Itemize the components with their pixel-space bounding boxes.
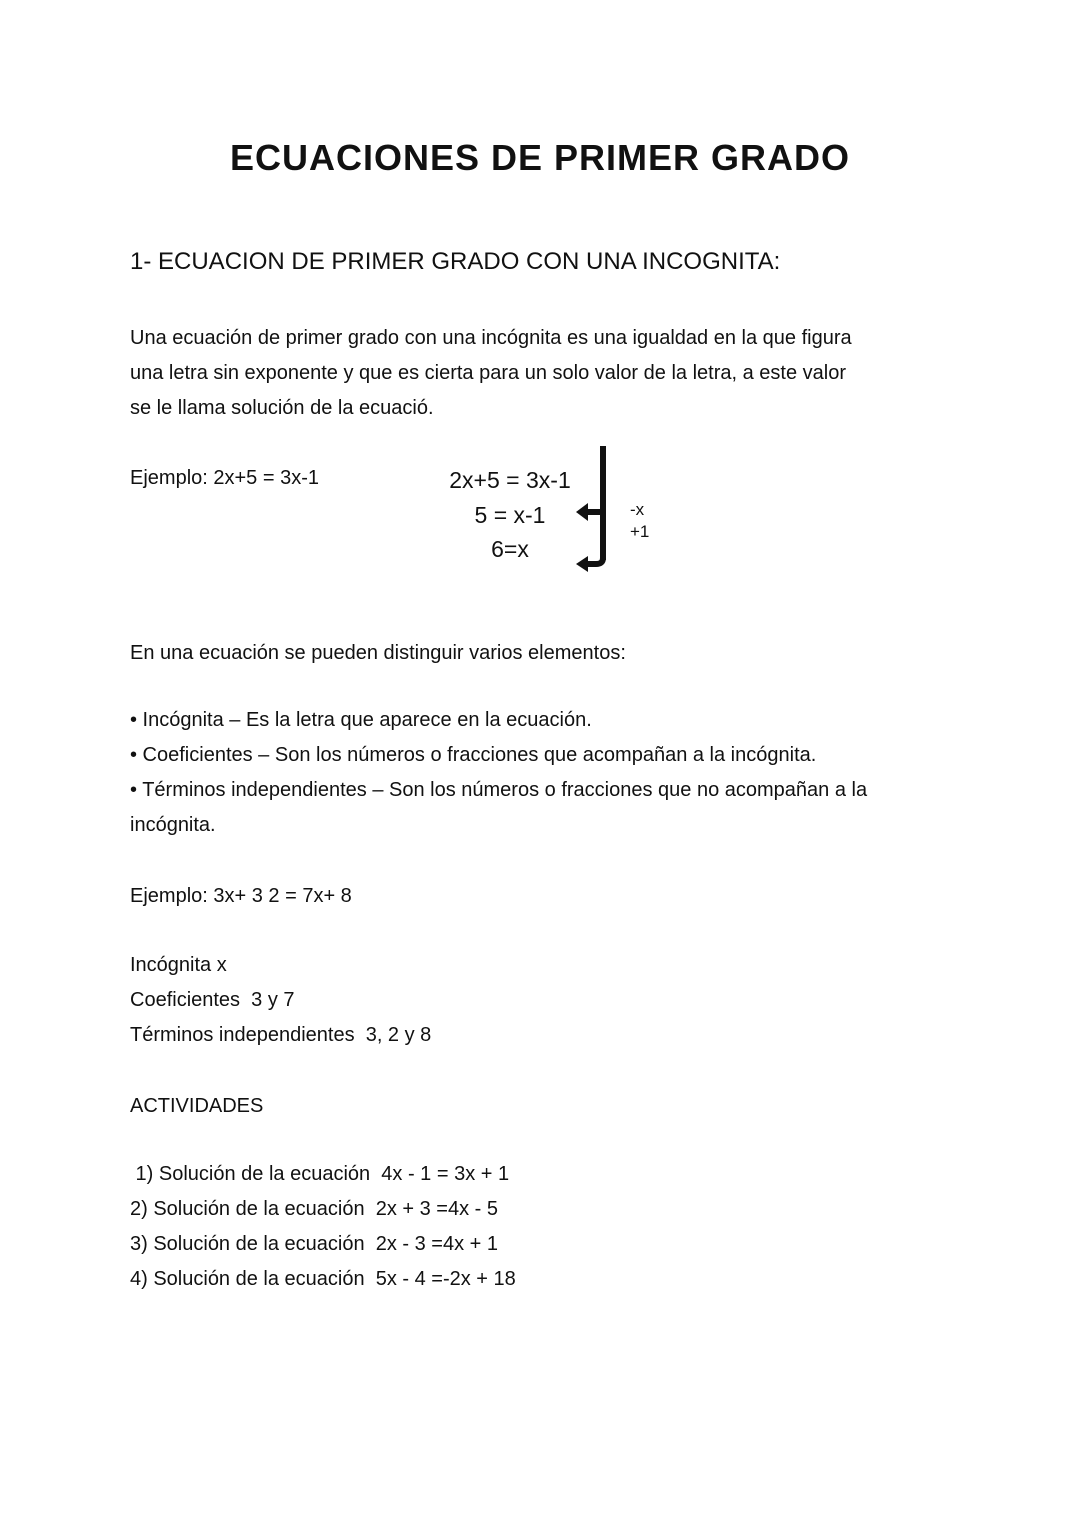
example1-step: 6=x xyxy=(491,536,529,562)
step-bracket-arrows xyxy=(570,440,620,575)
elements-bullet-list xyxy=(130,703,867,843)
example2-line: Incógnita x xyxy=(130,954,227,976)
example2-line: Coeficientes 3 y 7 xyxy=(130,989,295,1011)
example1-step: 2x+5 = 3x-1 xyxy=(449,467,571,493)
operation-minus-x: -x xyxy=(630,500,645,519)
activity-item: 1) Solución de la ecuación 4x - 1 = 3x + 1 xyxy=(130,1163,510,1185)
example2-breakdown xyxy=(130,948,431,1053)
bullet-item-continuation: incógnita. xyxy=(130,814,216,836)
paragraph-line: una letra sin exponente y que es cierta para un solo valor de la letra, a este valor xyxy=(130,362,846,384)
operation-plus-one: +1 xyxy=(630,522,650,541)
paragraph-line: se le llama solución de la ecuació. xyxy=(130,397,434,419)
middle-arrow-head-icon xyxy=(576,503,588,521)
example1-step: 5 = x-1 xyxy=(474,501,546,528)
bottom-arrow-shaft xyxy=(586,558,603,564)
activity-item: 3) Solución de la ecuación 2x - 3 =4x + 1 xyxy=(130,1233,499,1255)
page-title: ECUACIONES DE PRIMER GRADO xyxy=(229,137,851,178)
bullet-item: • Incógnita – Es la letra que aparece en la ecuación. xyxy=(130,709,592,731)
example1-label: Ejemplo: 2x+5 = 3x-1 xyxy=(130,467,319,489)
activities-list xyxy=(130,1157,516,1297)
definition-paragraph xyxy=(130,321,852,426)
section-heading: 1- ECUACION DE PRIMER GRADO CON UNA INCOGNITA: xyxy=(130,248,781,275)
elements-intro: En una ecuación se pueden distinguir varios elementos: xyxy=(130,642,626,664)
bottom-arrow-head-icon xyxy=(576,556,588,572)
example2-line: Términos independientes 3, 2 y 8 xyxy=(130,1024,432,1046)
bullet-item: • Coeficientes – Son los números o fracciones que acompañan a la incógnita. xyxy=(130,744,817,766)
activity-item: 2) Solución de la ecuación 2x + 3 =4x - 5 xyxy=(130,1198,499,1220)
activity-item: 4) Solución de la ecuación 5x - 4 =-2x + 18 xyxy=(130,1268,516,1290)
activities-heading: ACTIVIDADES xyxy=(130,1095,264,1117)
example2-label: Ejemplo: 3x+ 3 2 = 7x+ 8 xyxy=(130,885,352,907)
bullet-item: • Términos independientes – Son los números o fracciones que no acompañan a la xyxy=(130,779,868,801)
paragraph-line: Una ecuación de primer grado con una incógnita es una igualdad en la que figura xyxy=(130,327,852,349)
